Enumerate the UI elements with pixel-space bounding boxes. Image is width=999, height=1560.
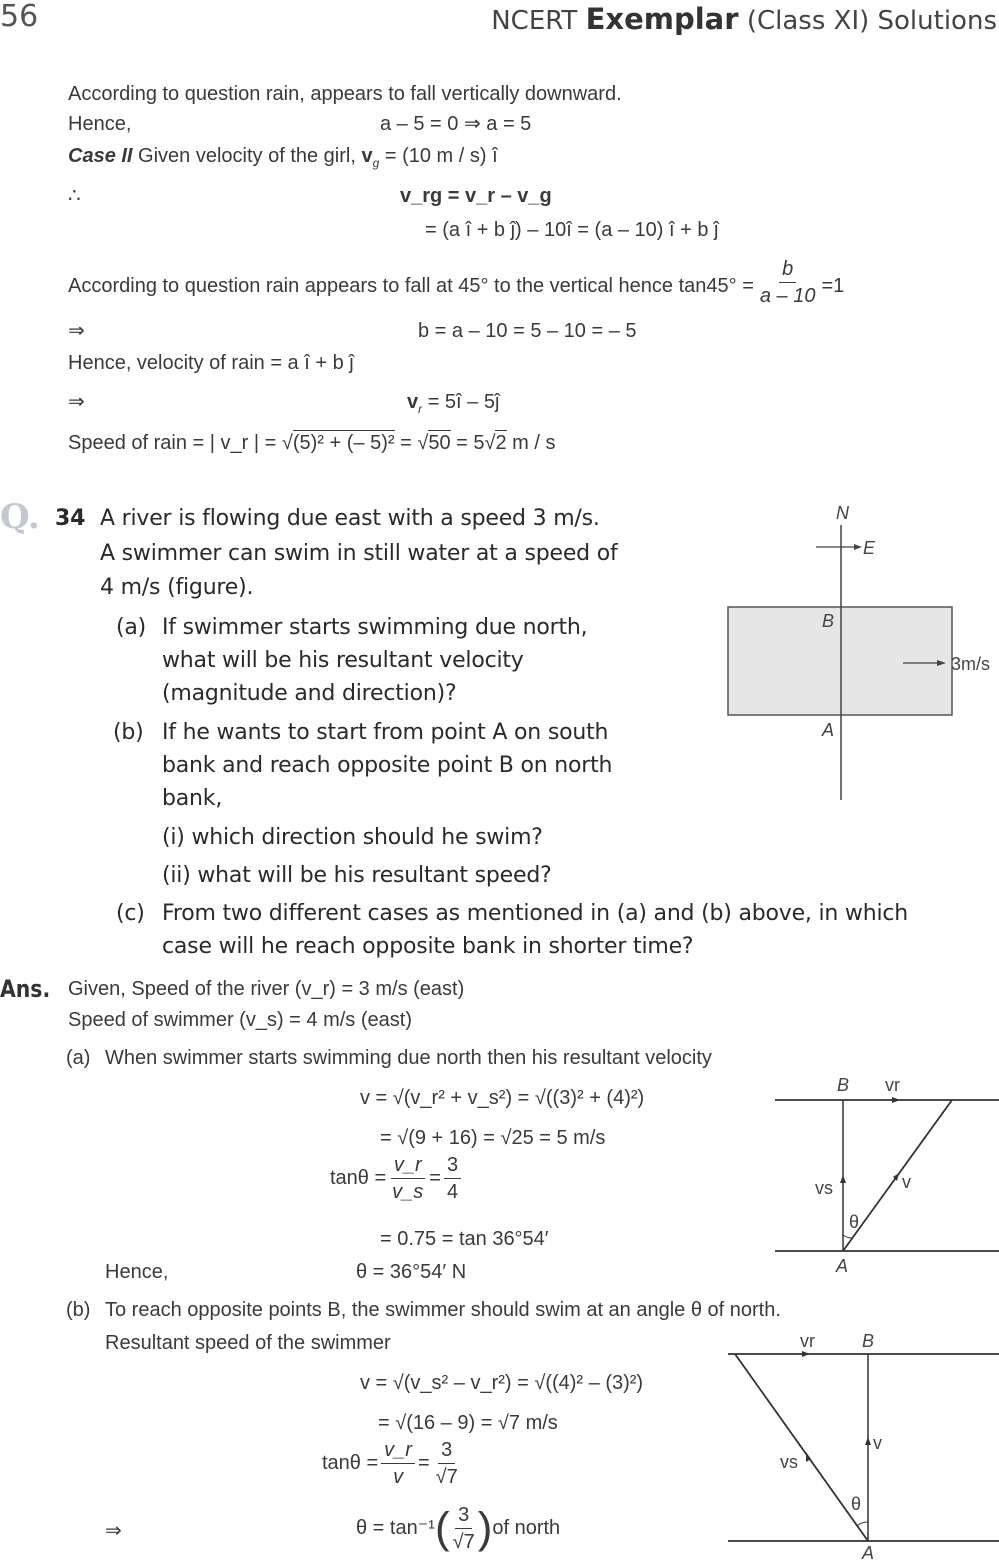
equation: = (a î + b ĵ) – 10î = (a – 10) î + b ĵ (425, 219, 719, 241)
part-label: (b) (66, 1299, 91, 1321)
case-text: Given velocity of the girl, (132, 145, 362, 167)
question-line: case will he reach opposite bank in shorter time? (162, 934, 694, 959)
eq: = (400, 432, 412, 454)
speed-line: Speed of rain = | v_r | = √(5)² + (– 5)² = √50 = 5√2 m / s (68, 432, 556, 454)
equation: a – 5 = 0 ⇒ a = 5 (380, 113, 532, 135)
theta-equation: θ = tan⁻¹( $\frac{3}{√7}$ )of north (356, 1503, 561, 1553)
numerator: v_r (381, 1440, 415, 1464)
question-line: If swimmer starts swimming due north, (162, 615, 588, 640)
angle-arc (857, 1522, 868, 1526)
question-number: 34 (55, 506, 86, 531)
equation: b = a – 10 = 5 – 10 = – 5 (418, 320, 637, 342)
implies-symbol: ⇒ (105, 1520, 122, 1542)
question-line: what will be his resultant velocity (162, 648, 524, 673)
implies-symbol: ⇒ (68, 391, 85, 413)
text: of north (492, 1516, 561, 1539)
eq: = 5î – 5ĵ (427, 391, 500, 413)
text-line: Hence, (68, 113, 132, 135)
implies-symbol: ⇒ (68, 320, 85, 342)
label: Speed of rain = | v_r | = (68, 432, 277, 454)
page-number: 56 (0, 0, 39, 34)
label-b: B (862, 1331, 875, 1351)
label-vs: vs (815, 1178, 833, 1198)
question-line: If he wants to start from point A on south (162, 720, 609, 745)
label-v: v (902, 1172, 911, 1192)
running-title (491, 2, 997, 36)
text-line (68, 258, 845, 307)
label-e: E (863, 538, 876, 558)
label-theta: θ (849, 1212, 860, 1232)
arrowhead-icon (854, 544, 862, 550)
equation: = 0.75 = tan 36°54′ (380, 1228, 549, 1250)
radicand: 2 (495, 432, 507, 454)
equation: θ = 36°54′ N (356, 1261, 467, 1283)
equation-vrg: v_rg = v_r – v_g (400, 185, 552, 207)
answer-label: Ans. (0, 975, 51, 1003)
text-line: Speed of swimmer (v_s) = 4 m/s (east) (68, 1009, 412, 1031)
text-line: Hence, velocity of rain = a î + b ĵ (68, 352, 354, 374)
river-band (728, 607, 952, 715)
question-line: A river is flowing due east with a speed 3 m/s. (100, 506, 600, 531)
title-suffix: (Class XI) Solutions (738, 6, 997, 36)
numerator: 3 (455, 1505, 472, 1529)
question-line: From two different cases as mentioned in (a) and (b) above, in which (162, 901, 909, 926)
eq: θ = tan⁻¹ (356, 1516, 435, 1539)
question-line: (ii) what will be his resultant speed? (162, 863, 552, 888)
equation: v = √(v_r² + v_s²) = √((3)² + (4)²) (360, 1087, 645, 1109)
radicand: (5)² + (– 5)² (292, 432, 395, 454)
title-bold: Exemplar (585, 2, 739, 36)
text-line: According to question rain, appears to fall vertically downward. (68, 83, 622, 105)
text-line: Given, Speed of the river (v_r) = 3 m/s (east) (68, 978, 465, 1000)
unit: m / s (512, 432, 556, 454)
tan: tanθ = (330, 1166, 387, 1189)
arrowhead-icon (892, 1097, 900, 1103)
part-label: (b) (113, 720, 144, 745)
arrowhead-icon (802, 1351, 810, 1357)
question-line: 4 m/s (figure). (100, 575, 254, 600)
question-line: A swimmer can swim in still water at a speed of (100, 541, 618, 566)
numerator: 3 (438, 1440, 455, 1464)
text-line: To reach opposite points B, the swimmer should swim at an angle θ of north. (105, 1299, 781, 1321)
question-line: bank and reach opposite point B on north (162, 753, 613, 778)
therefore-symbol: ∴ (68, 185, 81, 207)
label-n: N (836, 503, 849, 523)
numerator: v_r (391, 1155, 425, 1179)
label-a: A (822, 720, 835, 740)
question-line: (magnitude and direction)? (162, 681, 457, 706)
arrowhead-icon (865, 1437, 871, 1445)
angle-arc (843, 1235, 852, 1238)
text-line: When swimmer starts swimming due north then his resultant velocity (105, 1047, 712, 1069)
tan-equation: tanθ = $\frac{v\_r}{v}$ = $\frac{3}{√7}$ (322, 1440, 464, 1487)
text-line: Resultant speed of the swimmer (105, 1332, 391, 1354)
denominator: v_s (392, 1181, 424, 1203)
label-vr: vr (885, 1075, 900, 1095)
river-figure (720, 500, 999, 805)
part-label: (c) (116, 901, 145, 926)
label-a: A (836, 1256, 849, 1276)
numerator: 3 (444, 1155, 461, 1179)
question-mark: Q. (0, 497, 40, 537)
question-line: (i) which direction should he swim? (162, 825, 543, 850)
denominator: √7 (435, 1466, 458, 1488)
equation-vr: $v_r$ = 5î – 5ĵ (407, 391, 500, 416)
label-v: v (873, 1433, 882, 1453)
label-vr: vr (800, 1331, 815, 1351)
label-vs: vs (780, 1452, 798, 1472)
text: According to question rain appears to fall at 45° to the vertical hence tan45° = (68, 274, 754, 297)
arrowhead-icon (840, 1175, 846, 1183)
radicand: 50 (428, 432, 451, 454)
vs-vector (735, 1354, 868, 1541)
denominator: a – 10 (759, 285, 816, 307)
label-b: B (837, 1075, 850, 1095)
denominator: √7 (452, 1531, 475, 1553)
label-theta: θ (851, 1494, 862, 1514)
tan-equation: tanθ = $\frac{v\_r}{v\_s}$ = $\frac{3}{4}$ (330, 1155, 464, 1202)
numerator: b (782, 258, 794, 280)
text: =1 (821, 274, 845, 297)
title-prefix: NCERT (491, 6, 586, 36)
eq: = 5 (456, 432, 485, 454)
text-line: Case II Given velocity of the girl, $v_g = (10$ m / s) î (68, 145, 498, 170)
equation: v = √(v_s² – v_r²) = √((4)² – (3)²) (360, 1372, 644, 1394)
text-line: Hence, (105, 1261, 169, 1283)
label-b: B (822, 611, 835, 631)
case-label: Case II (68, 145, 133, 167)
equation: = √(16 – 9) = √7 m/s (378, 1412, 558, 1434)
tan: tanθ = (322, 1451, 379, 1474)
case-a-figure (770, 1070, 999, 1280)
denominator: 4 (446, 1181, 459, 1203)
label-flow: 3m/s (951, 654, 991, 674)
case-b-figure (720, 1325, 999, 1560)
part-label: (a) (116, 615, 147, 640)
label-a: A (862, 1543, 875, 1560)
equation: = √(9 + 16) = √25 = 5 m/s (380, 1127, 606, 1149)
part-label: (a) (66, 1047, 91, 1069)
question-line: bank, (162, 786, 223, 811)
denominator: v (393, 1466, 404, 1488)
case-eq: = (10 m / s) î (384, 145, 498, 167)
